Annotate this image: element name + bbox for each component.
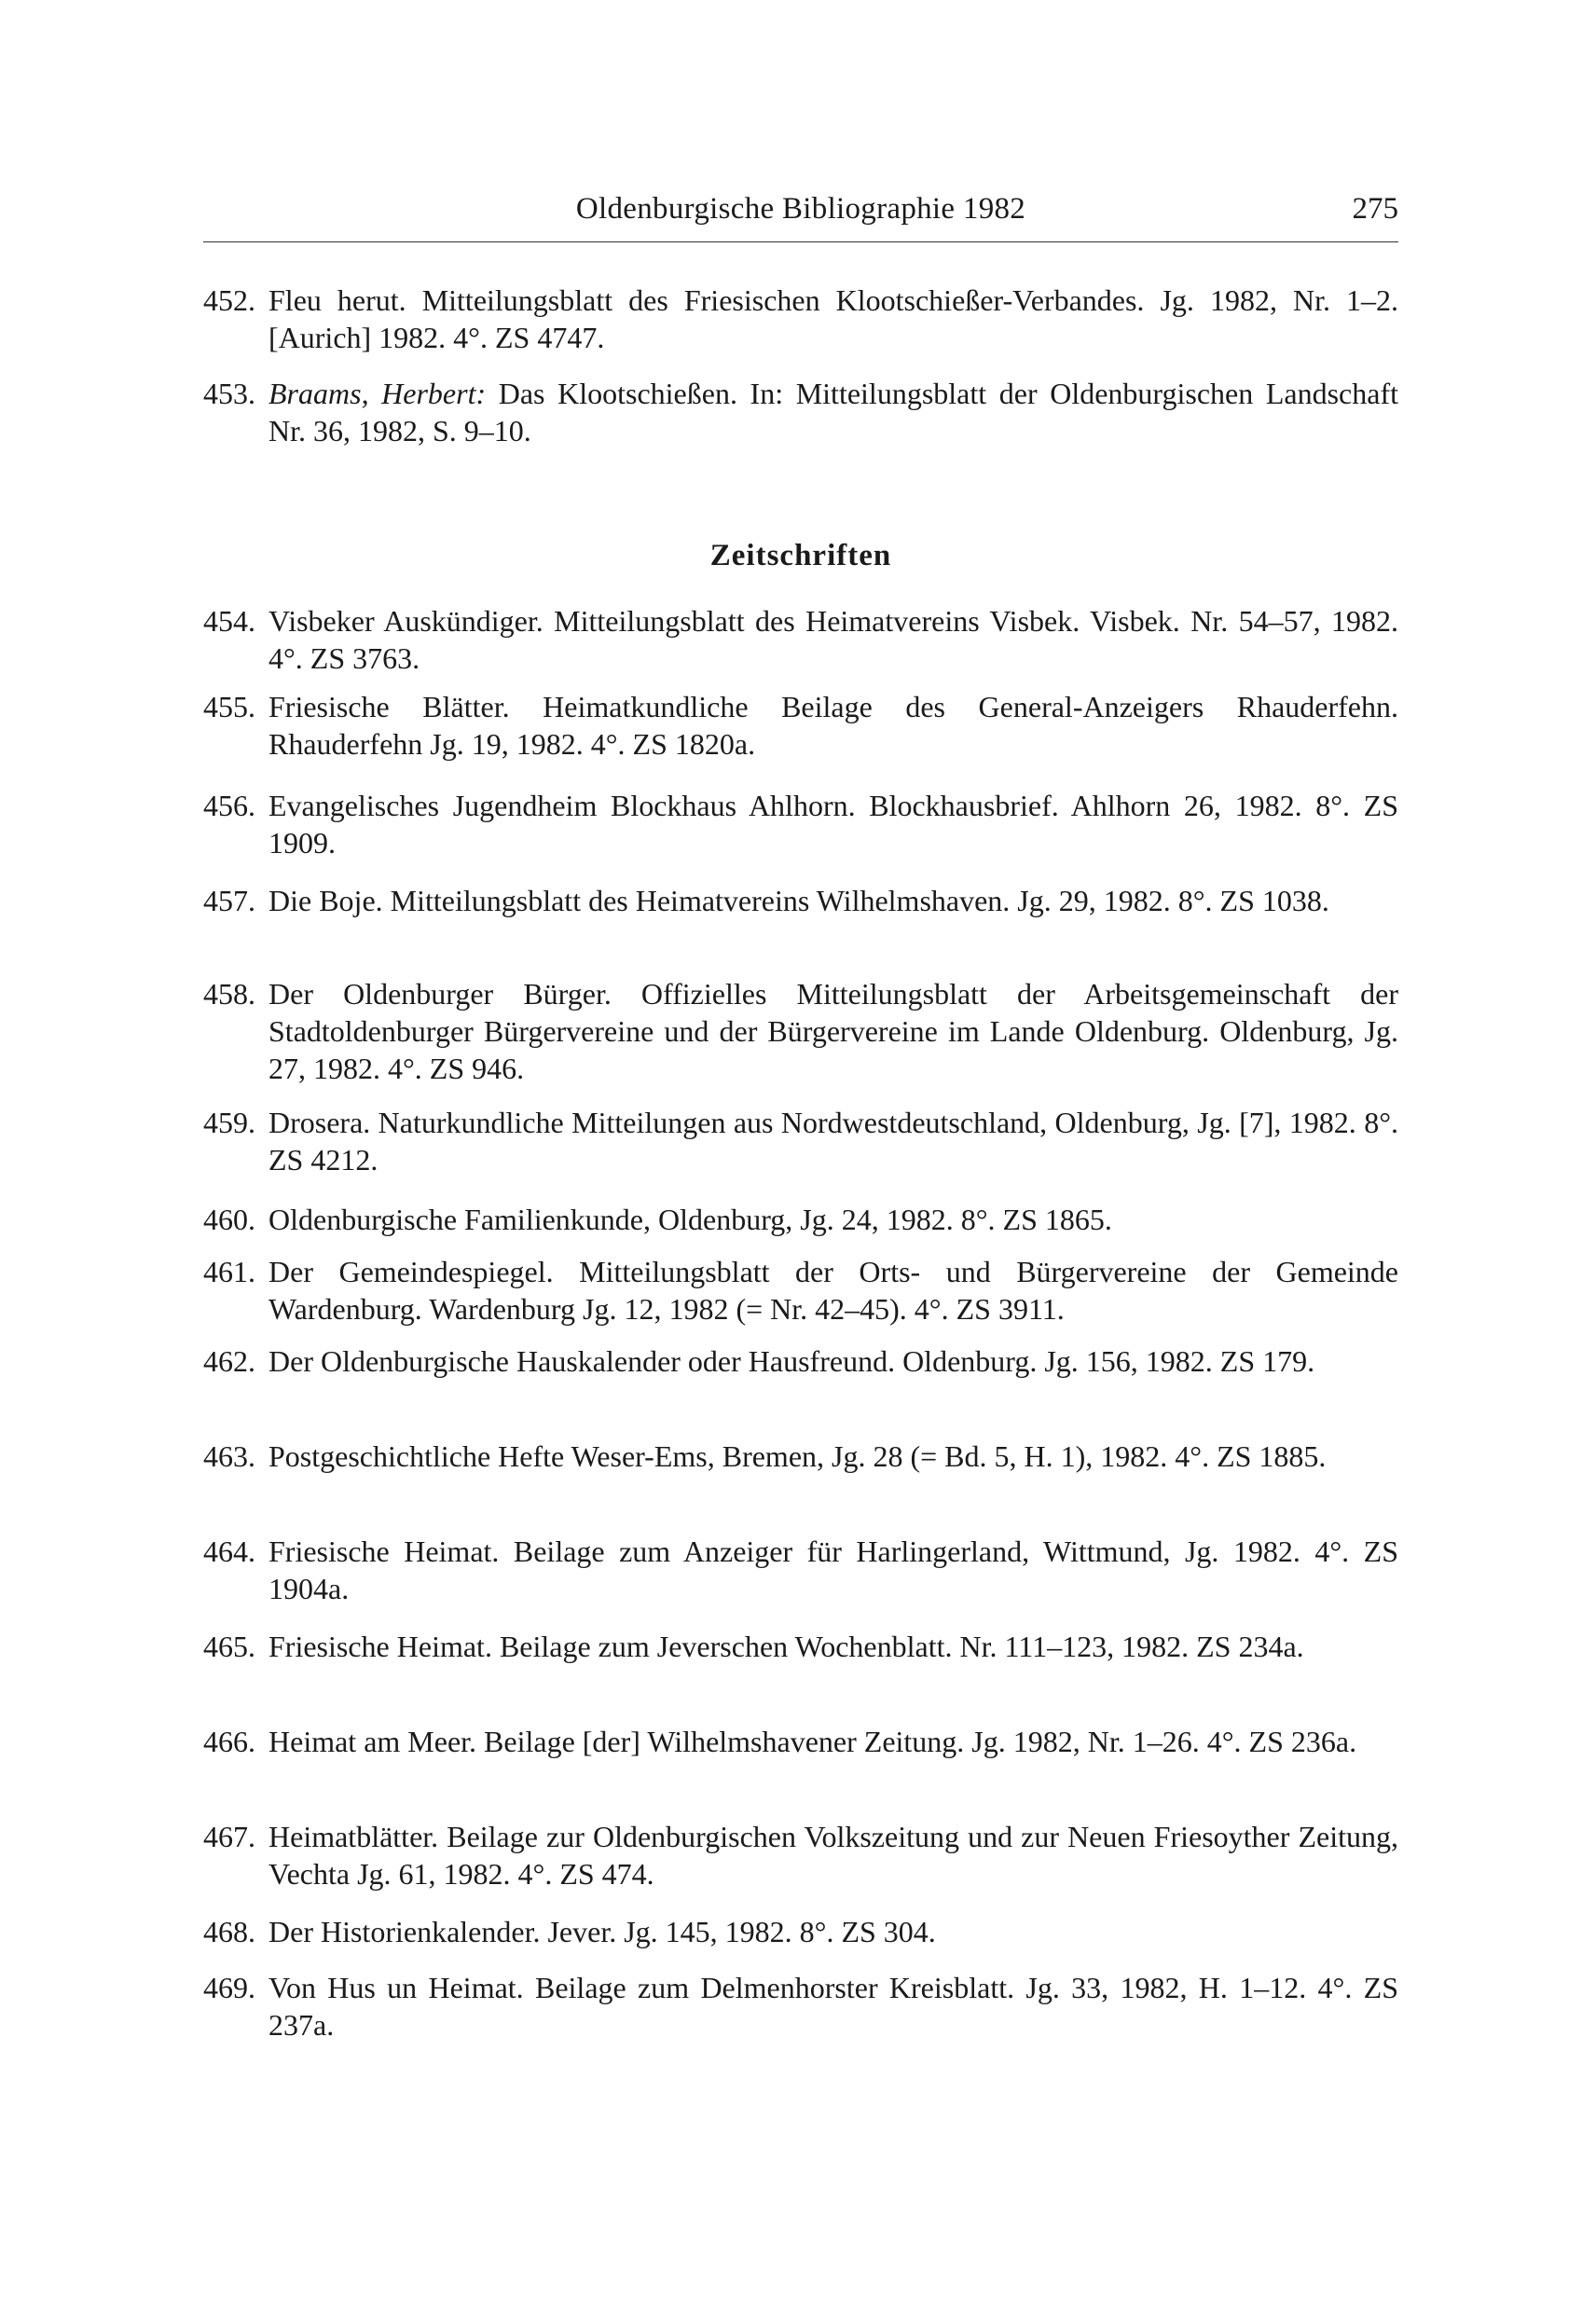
entry-number: 466. xyxy=(203,1725,255,1758)
bibliography-entry xyxy=(203,1533,1398,1607)
entry-number: 469. xyxy=(203,1971,255,2004)
entry-text: Postgeschichtliche Hefte Weser-Ems, Bremen, Jg. 28 (= Bd. 5, H. 1), 1982. 4°. ZS 1885. xyxy=(268,1439,1327,1473)
bibliography-entry xyxy=(203,1342,1398,1380)
section-heading: Zeitschriften xyxy=(709,539,892,572)
entry-number: 461. xyxy=(203,1255,255,1288)
entry-text: Heimat am Meer. Beilage [der] Wilhelmshavener Zeitung. Jg. 1982, Nr. 1–26. 4°. ZS 236a. xyxy=(268,1725,1357,1758)
entry-number: 452. xyxy=(203,283,255,317)
bibliography-entry xyxy=(203,1104,1398,1178)
entry-title: Das Klootschießen. In: Mitteilungsblatt der Oldenburgischen Landschaft Nr. 36, 1982, S. 9–10. xyxy=(268,377,1399,447)
entry-number: 462. xyxy=(203,1344,255,1378)
entry-number: 456. xyxy=(203,789,255,822)
entry-text: Die Boje. Mitteilungsblatt des Heimatvereins Wilhelmshaven. Jg. 29, 1982. 8°. ZS 1038. xyxy=(268,884,1329,917)
entry-text xyxy=(268,375,1398,449)
bibliography-entry xyxy=(203,787,1398,861)
bibliography-entry xyxy=(203,882,1398,919)
bibliography-entry xyxy=(203,1969,1398,2044)
entry-number: 465. xyxy=(203,1630,255,1663)
entry-number: 463. xyxy=(203,1439,255,1473)
bibliography-entry xyxy=(203,375,1398,449)
header-rule xyxy=(203,241,1398,242)
entry-text: Von Hus un Heimat. Beilage zum Delmenhorster Kreisblatt. Jg. 33, 1982, H. 1–12. 4°. ZS 237a. xyxy=(268,1971,1398,2042)
bibliography-entry xyxy=(203,1818,1398,1892)
entry-author: Braams, Herbert: xyxy=(268,377,487,410)
running-head-title: Oldenburgische Bibliographie 1982 xyxy=(575,192,1026,226)
entry-number: 467. xyxy=(203,1820,255,1853)
entry-text: Drosera. Naturkundliche Mitteilungen aus Nordwestdeutschland, Oldenburg, Jg. [7], 1982. 8°. ZS 4212. xyxy=(268,1106,1398,1177)
entry-text: Friesische Heimat. Beilage zum Jeverschen Wochenblatt. Nr. 111–123, 1982. ZS 234a. xyxy=(268,1630,1304,1663)
entry-text: Friesische Blätter. Heimatkundliche Beilage des General-Anzeigers Rhauderfehn. Rhauderfehn Jg. 19, 1982. 4°. ZS 1820a. xyxy=(268,690,1398,761)
bibliography-entry xyxy=(203,1438,1398,1475)
entry-text: Friesische Heimat. Beilage zum Anzeiger für Harlingerland, Wittmund, Jg. 1982. 4°. ZS 1904a. xyxy=(268,1534,1398,1605)
bibliography-entry xyxy=(203,1913,1398,1950)
entry-text: Evangelisches Jugendheim Blockhaus Ahlhorn. Blockhausbrief. Ahlhorn 26, 1982. 8°. ZS 1909. xyxy=(268,789,1398,860)
entry-text: Heimatblätter. Beilage zur Oldenburgischen Volkszeitung und zur Neuen Friesoyther Zeitung, Vechta Jg. 61, 1982. 4°. ZS 474. xyxy=(268,1820,1398,1891)
bibliography-entry xyxy=(203,602,1398,677)
entry-text: Fleu herut. Mitteilungsblatt des Friesischen Klootschießer-Verbandes. Jg. 1982, Nr. 1–2. [Aurich] 1982. 4°. ZS 4747. xyxy=(268,283,1398,354)
entry-number: 458. xyxy=(203,977,255,1011)
entry-text: Der Oldenburger Bürger. Offizielles Mitteilungsblatt der Arbeitsgemeinschaft der Stadtoldenburger Bürgervereine und der Bürgervereine im Lande Oldenburg. Oldenburg, Jg. 27, 1982. 4°. ZS 946. xyxy=(268,977,1398,1085)
entry-text: Der Historienkalender. Jever. Jg. 145, 1982. 8°. ZS 304. xyxy=(268,1915,936,1948)
entry-text: Der Oldenburgische Hauskalender oder Hausfreund. Oldenburg. Jg. 156, 1982. ZS 179. xyxy=(268,1344,1315,1378)
entry-text: Visbeker Auskündiger. Mitteilungsblatt des Heimatvereins Visbek. Visbek. Nr. 54–57, 1982. 4°. ZS 3763. xyxy=(268,604,1398,675)
entry-text: Der Gemeindespiegel. Mitteilungsblatt der Orts- und Bürgervereine der Gemeinde Wardenburg. Wardenburg Jg. 12, 1982 (= Nr. 42–45). 4°. ZS 3911. xyxy=(268,1255,1398,1326)
running-head xyxy=(203,186,1398,242)
entry-number: 468. xyxy=(203,1915,255,1948)
entry-number: 455. xyxy=(203,690,255,723)
page-number: 275 xyxy=(1352,192,1398,226)
entry-text: Oldenburgische Familienkunde, Oldenburg, Jg. 24, 1982. 8°. ZS 1865. xyxy=(268,1203,1112,1236)
bibliography-entry xyxy=(203,1253,1398,1328)
bibliography-entry xyxy=(203,1723,1398,1760)
entry-number: 453. xyxy=(203,377,255,410)
entry-number: 457. xyxy=(203,884,255,917)
entry-number: 464. xyxy=(203,1534,255,1568)
bibliography-entry xyxy=(203,282,1398,356)
bibliography-entry xyxy=(203,1201,1398,1238)
bibliography-entry xyxy=(203,975,1398,1087)
bibliography-entry xyxy=(203,1628,1398,1665)
entry-number: 460. xyxy=(203,1203,255,1236)
entry-number: 459. xyxy=(203,1106,255,1139)
bibliography-entry xyxy=(203,688,1398,763)
entry-number: 454. xyxy=(203,604,255,638)
